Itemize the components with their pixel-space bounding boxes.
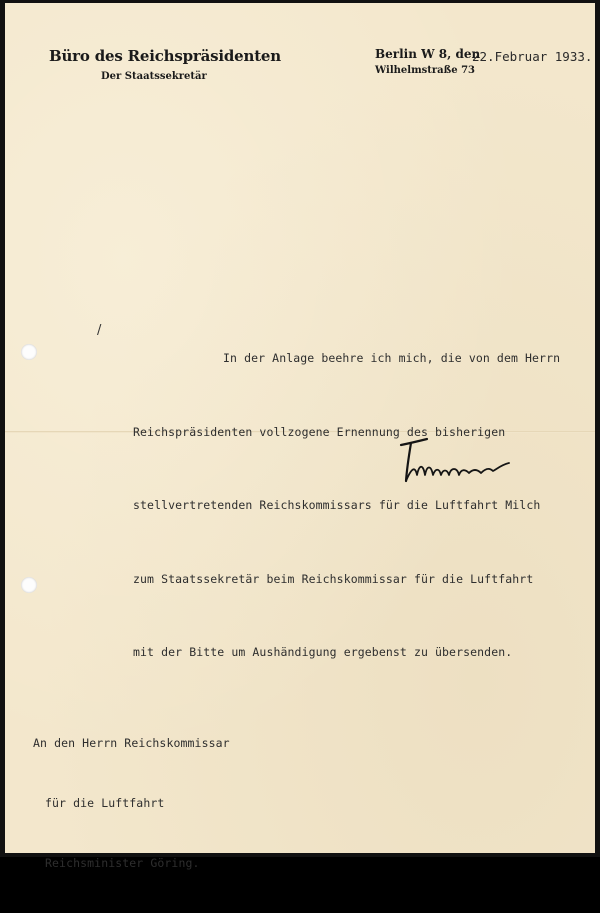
letter-sheet: [5, 3, 595, 870]
punch-hole-upper: [21, 344, 37, 360]
letterhead-address: [375, 47, 480, 76]
body-line: mit der Bitte um Aushändigung ergebenst zu übersenden.: [133, 645, 513, 659]
office-name: Büro des Reichspräsidenten: [49, 47, 281, 65]
handwritten-signature: [397, 435, 517, 500]
letterhead: [49, 47, 281, 82]
letter-date: 22.Februar 1933.: [472, 49, 593, 64]
body-line: In der Anlage beehre ich mich, die von dem Herrn: [223, 351, 561, 365]
address-line: An den Herrn Reichskommissar: [33, 736, 230, 750]
recipient-address: [33, 693, 230, 913]
body-line: zum Staatssekretär beim Reichskommissar für die Luftfahrt: [133, 571, 534, 586]
address-line: Reichsminister Göring.: [45, 856, 200, 870]
letter-body: [133, 297, 560, 714]
body-line: Reichspräsidenten vollzogene Ernennung des bisherigen: [133, 424, 506, 439]
address-line: für die Luftfahrt: [45, 796, 165, 810]
street-line: Wilhelmstraße 73: [375, 65, 476, 76]
city-line: Berlin W 8, den: [375, 47, 481, 61]
body-line: stellvertretenden Reichskommissars für die Luftfahrt Milch: [133, 498, 541, 512]
margin-mark: /: [97, 323, 102, 338]
secretary-title: Der Staatssekretär: [101, 71, 207, 82]
signature-drawing: [397, 435, 517, 495]
punch-hole-lower: [21, 577, 37, 593]
